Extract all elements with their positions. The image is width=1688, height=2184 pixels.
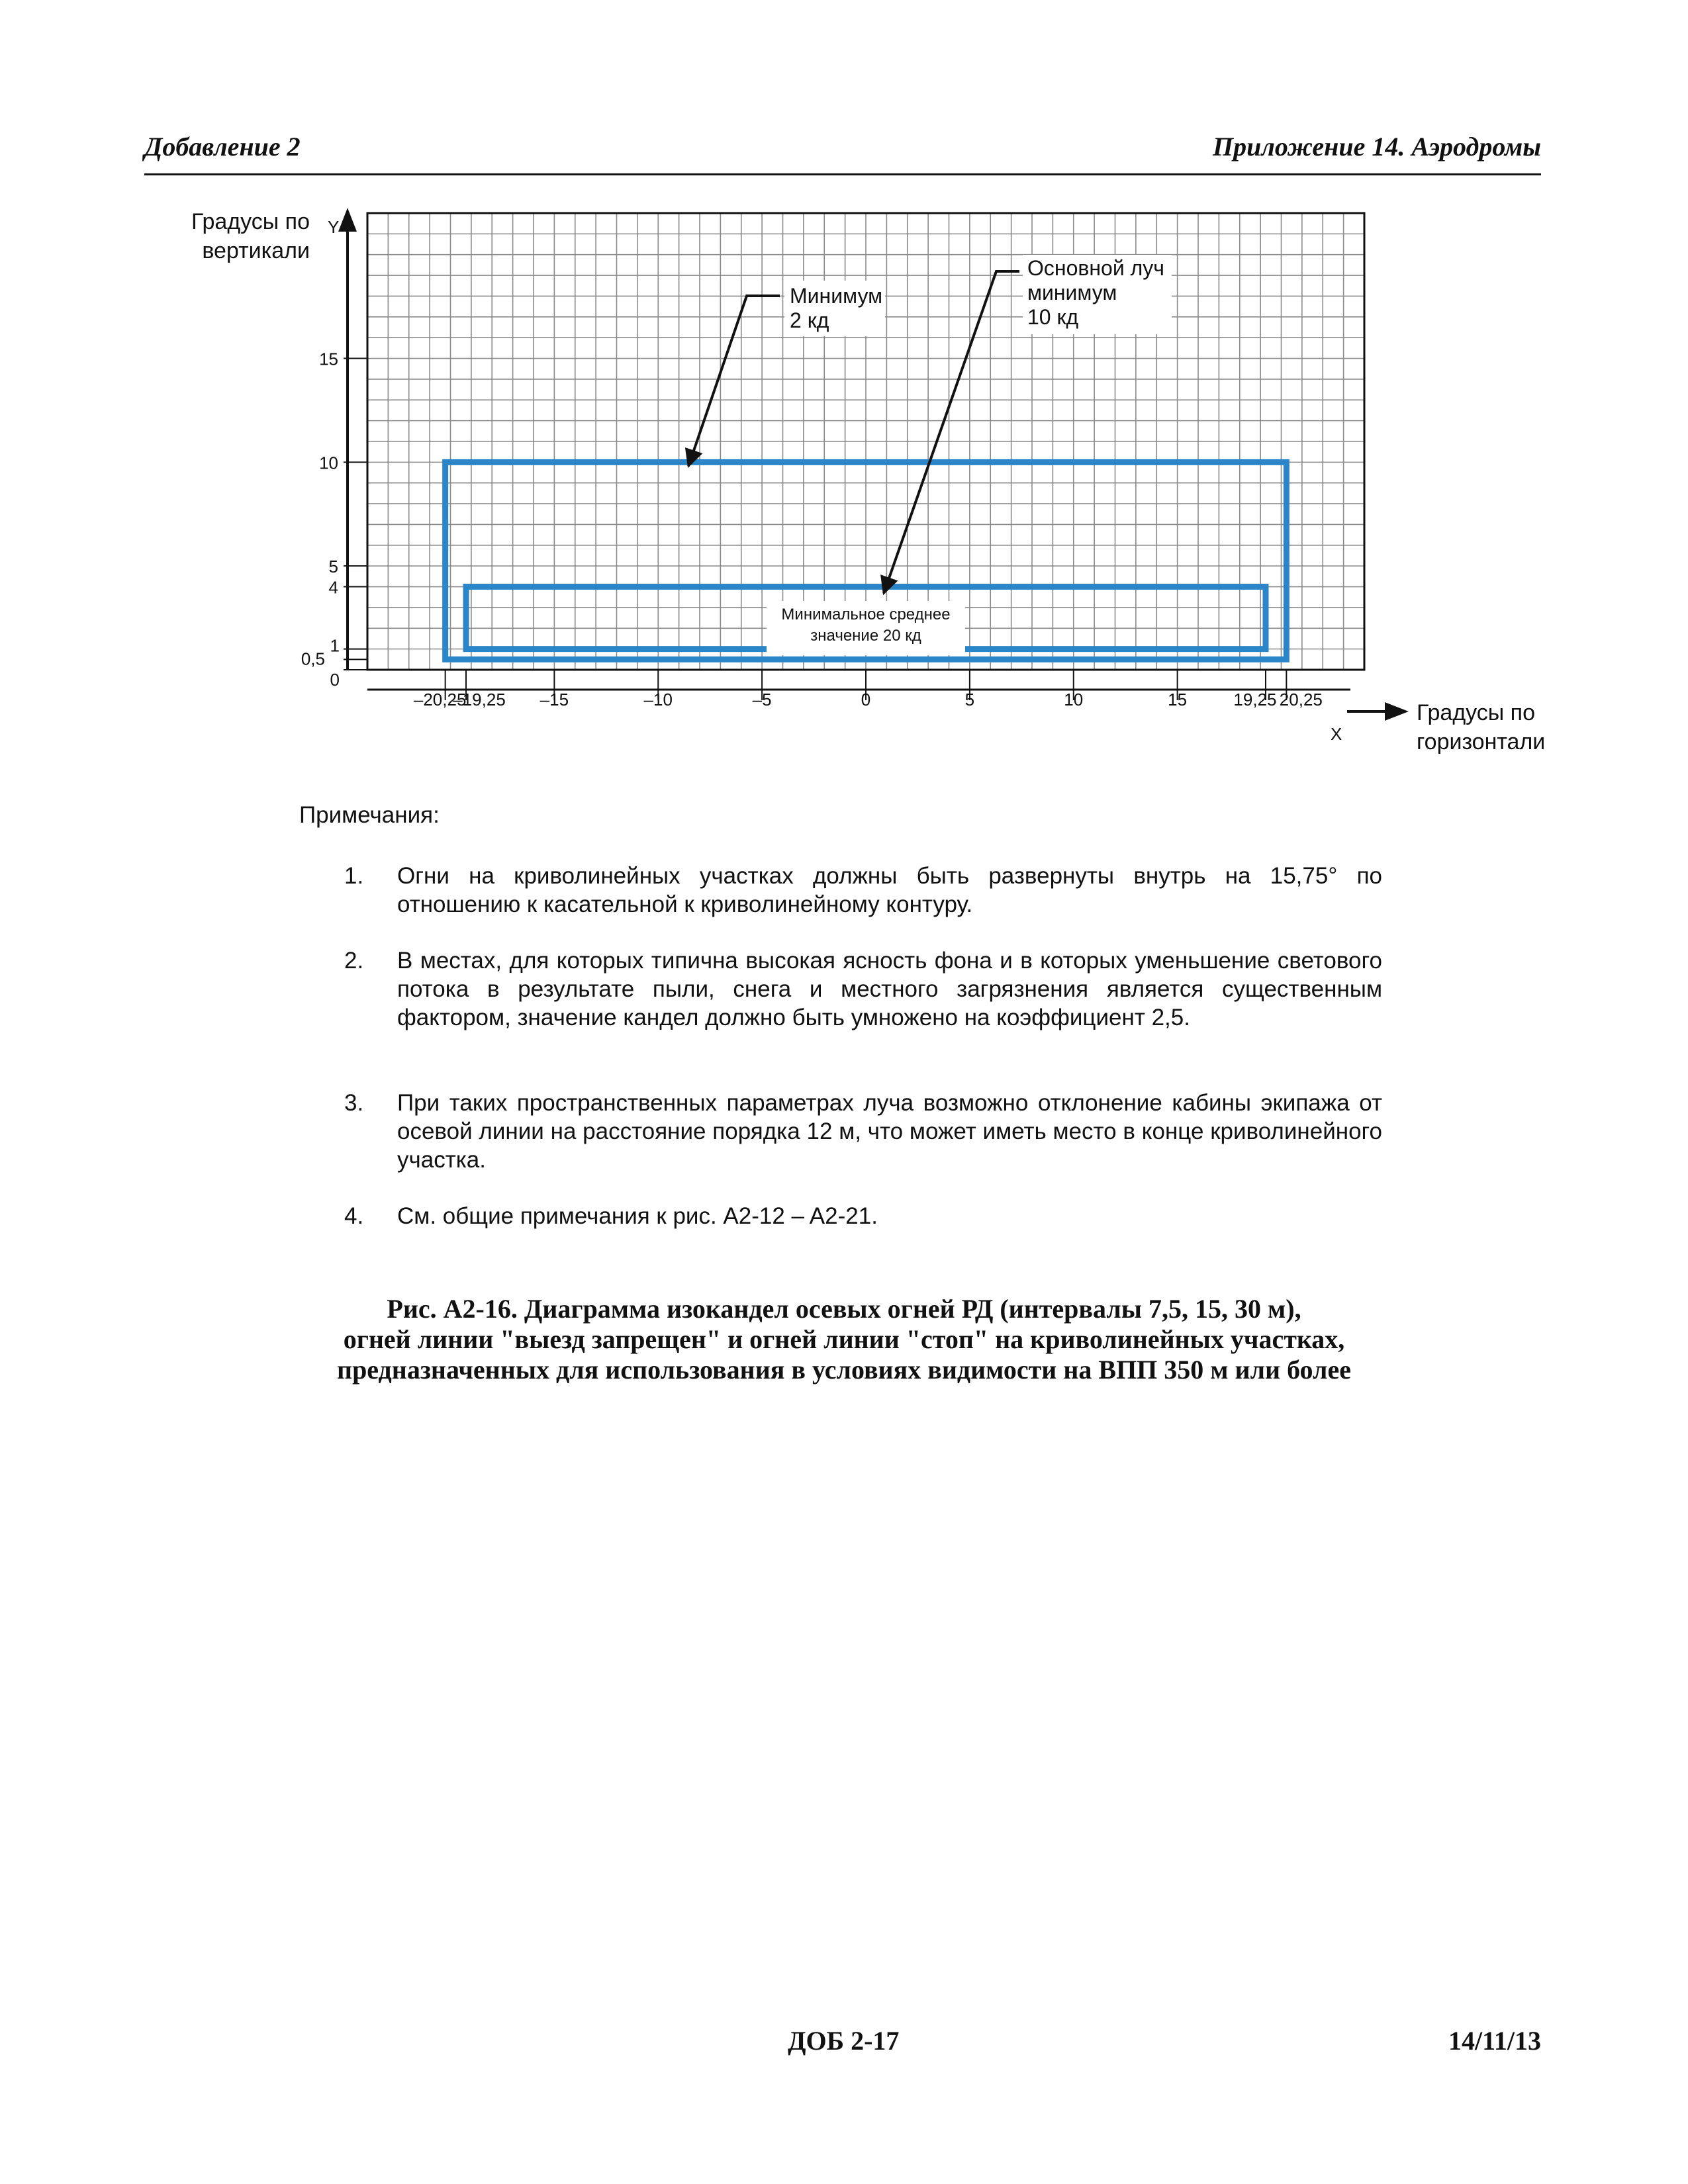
note-number: 1. xyxy=(344,863,364,889)
y-tick-label: 4 xyxy=(328,577,338,598)
x-tick-label: –5 xyxy=(752,690,772,709)
y-tick-label: 1 xyxy=(330,635,340,656)
x-tick-label: –20,25 xyxy=(413,690,467,709)
x-tick-label: 0 xyxy=(861,690,871,709)
note-text: При таких пространственных параметрах луча возможно отклонение кабины экипажа от осевой линии на расстояние порядка 12 м, что может иметь место в конце криволинейного участка. xyxy=(397,1090,1382,1173)
footer-page-number: ДОБ 2-17 xyxy=(788,2026,900,2056)
y-axis-label: вертикали xyxy=(202,238,310,263)
x-tick-label: 19,25 xyxy=(1233,690,1277,709)
annotation-arrow xyxy=(688,296,780,466)
x-tick-label: 15 xyxy=(1168,690,1188,709)
y-axis-arrow-icon xyxy=(338,208,357,232)
notes-title: Примечания: xyxy=(299,802,440,828)
x-tick-label: –15 xyxy=(539,690,569,709)
x-axis-letter: X xyxy=(1331,724,1342,744)
annotation-label: Основной луч xyxy=(1027,256,1164,280)
x-tick-label: –19,25 xyxy=(453,690,506,709)
y-tick-label: 5 xyxy=(328,557,338,577)
annotation-label: Минимум xyxy=(790,284,883,308)
header-right-title: Приложение 14. Аэродромы xyxy=(1212,132,1541,161)
y-tick-label: 0,5 xyxy=(301,649,325,669)
caption-line: Рис. A2-16. Диаграмма изокандел осевых огней РД (интервалы 7,5, 15, 30 м), xyxy=(387,1294,1301,1324)
note-text: В местах, для которых типична высокая ясность фона и в которых уменьшение светового потока в результате пыли, снега и местного загрязнения является существенным фактором, значение кандел должно быть умножено на коэффициент 2,5. xyxy=(397,948,1382,1030)
note-number: 4. xyxy=(344,1203,364,1229)
header-left-title: Добавление 2 xyxy=(144,132,301,161)
note-text: См. общие примечания к рис. A2-12 – A2-21. xyxy=(397,1203,878,1229)
y-tick-label: 10 xyxy=(319,453,338,473)
x-tick-label: 10 xyxy=(1064,690,1084,709)
caption-line: огней линии "выезд запрещен" и огней линии "стоп" на криволинейных участках, xyxy=(343,1324,1345,1354)
y-tick-label: 15 xyxy=(319,349,338,369)
note-text: Огни на криволинейных участках должны быть развернуты внутрь на 15,75° по отношению к касательной к криволинейному контуру. xyxy=(397,863,1382,917)
x-axis-label: горизонтали xyxy=(1417,729,1546,754)
y-axis-label: Градусы по xyxy=(191,209,310,234)
caption-line: предназначенных для использования в условиях видимости на ВПП 350 м или более xyxy=(337,1355,1351,1385)
chart-annotations xyxy=(688,255,1172,655)
annotation-label: Минимальное среднее xyxy=(781,606,951,623)
x-tick-label: 5 xyxy=(964,690,975,709)
figure-caption xyxy=(199,1294,1489,1385)
x-axis-arrow-icon xyxy=(1385,702,1409,721)
footer-date: 14/11/13 xyxy=(1448,2026,1541,2056)
x-axis-label: Градусы по xyxy=(1417,700,1535,725)
note-number: 2. xyxy=(344,948,364,974)
x-tick-label: 20,25 xyxy=(1279,690,1323,709)
annotation-label: 10 кд xyxy=(1027,305,1079,329)
y-axis-letter: Y xyxy=(328,217,340,237)
annotation-label: минимум xyxy=(1027,281,1117,304)
annotation-label: значение 20 кд xyxy=(810,627,921,645)
y-tick-label: 0 xyxy=(330,670,340,690)
isocandela-chart xyxy=(0,0,1688,781)
x-tick-label: –10 xyxy=(643,690,673,709)
annotation-label: 2 кд xyxy=(790,308,829,332)
note-number: 3. xyxy=(344,1090,364,1116)
